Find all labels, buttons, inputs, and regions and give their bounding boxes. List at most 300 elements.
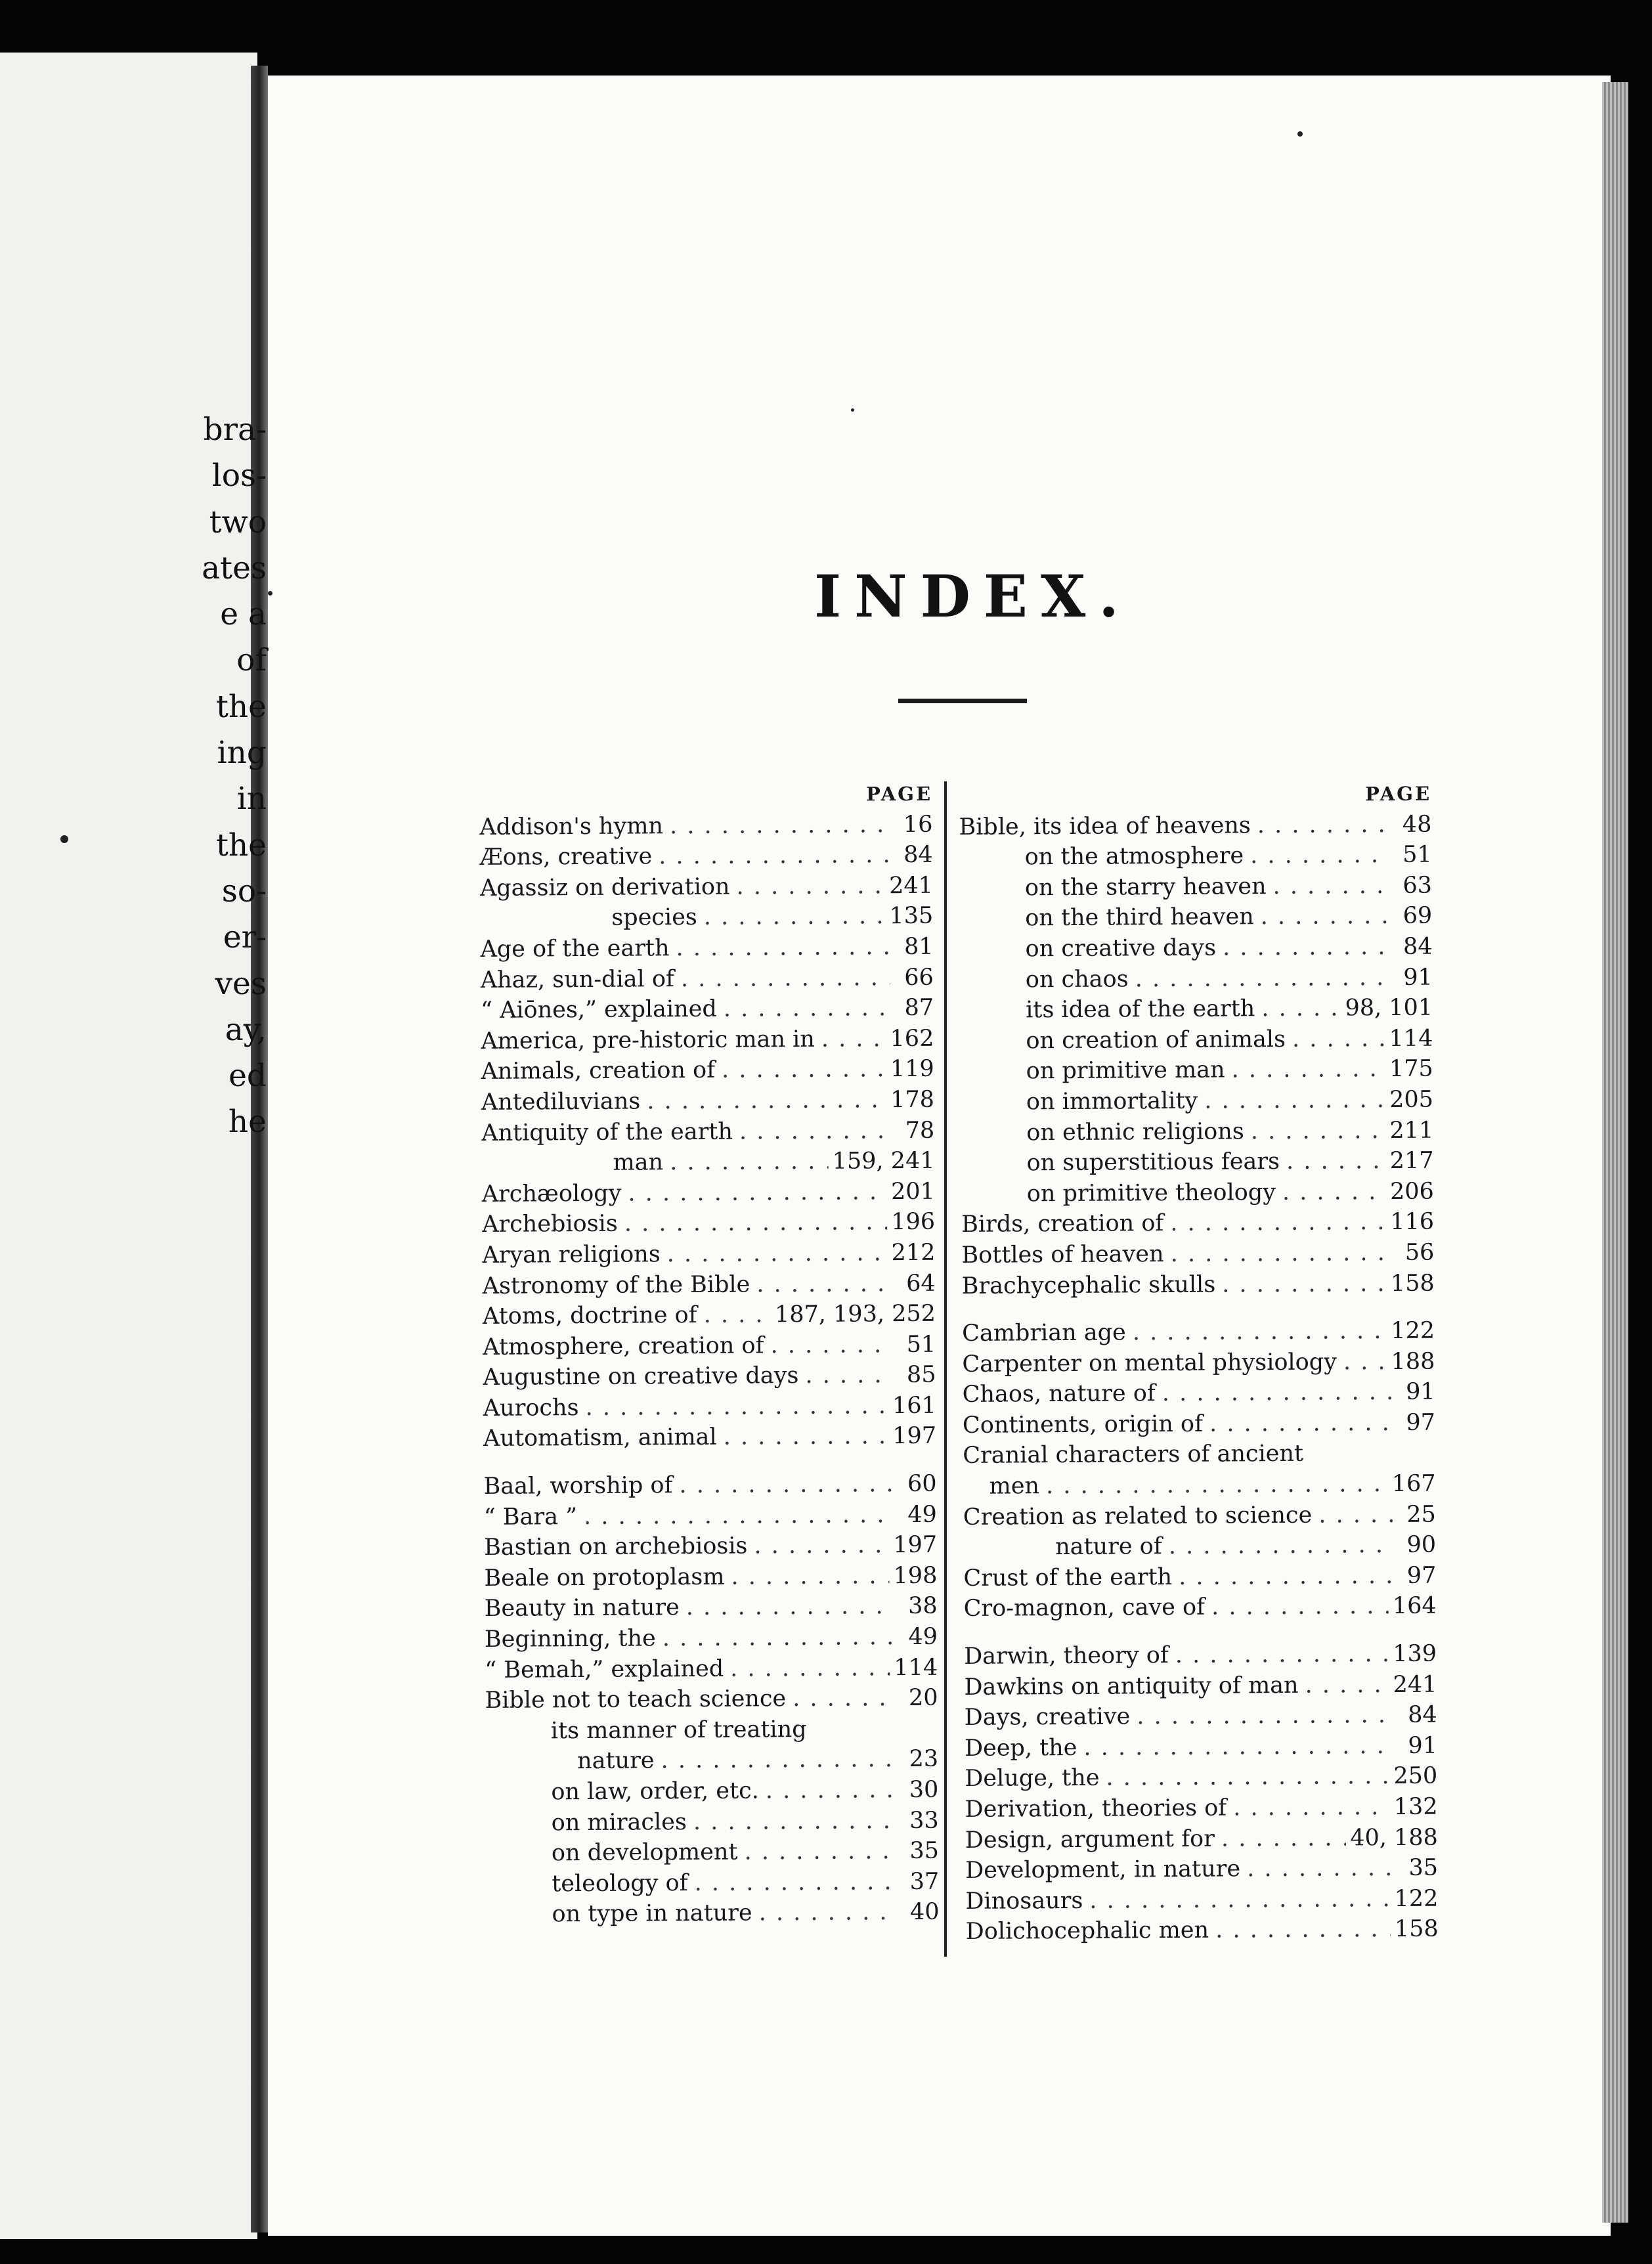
- index-term: on miracles: [551, 1808, 687, 1836]
- dot-leader: [1099, 1761, 1389, 1793]
- dot-leader: [1169, 1639, 1389, 1671]
- dot-leader: [697, 902, 886, 933]
- index-entry: [961, 1085, 1433, 1118]
- index-term: Days, creative: [964, 1703, 1131, 1731]
- index-entry: [960, 993, 1433, 1026]
- page-number: 78: [905, 1117, 935, 1144]
- page-number: 35: [909, 1837, 940, 1865]
- index-entry: [963, 1530, 1436, 1563]
- index-term: Automatism, animal: [483, 1424, 717, 1452]
- dot-leader: [669, 932, 890, 964]
- index-term: Brachycephalic skulls: [961, 1271, 1216, 1299]
- page-number: 30: [909, 1776, 939, 1804]
- page-number: 37: [909, 1868, 940, 1895]
- dot-leader: [717, 993, 891, 1024]
- index-term: Æons, creative: [479, 843, 653, 871]
- dot-leader: [577, 1500, 894, 1533]
- dot-leader: [661, 1238, 888, 1270]
- index-term: Archebiosis: [482, 1211, 618, 1238]
- left-page-fragment: ed: [228, 1058, 267, 1095]
- index-term: species: [611, 904, 697, 932]
- index-term: Dawkins on antiquity of man: [964, 1672, 1299, 1701]
- page-number: 85: [906, 1362, 936, 1389]
- index-term: Atmosphere, creation of: [483, 1332, 764, 1361]
- index-entry: [965, 1792, 1437, 1825]
- page-number: 40: [909, 1899, 940, 1926]
- index-entry: [962, 1268, 1435, 1301]
- page-number: 20: [908, 1684, 938, 1712]
- index-term: Creation as related to science: [963, 1502, 1313, 1531]
- index-term: Design, argument for: [965, 1825, 1215, 1854]
- dot-leader: [786, 1683, 895, 1714]
- index-term: man: [613, 1149, 664, 1176]
- page-number: 178: [890, 1086, 935, 1114]
- dot-leader: [1251, 810, 1389, 841]
- dot-leader: [747, 1530, 889, 1561]
- page-number: 241: [889, 872, 934, 899]
- page-number: 90: [1406, 1531, 1437, 1559]
- index-term: “ Aiōnes,” explained: [481, 995, 717, 1024]
- dot-leader: [663, 1146, 829, 1178]
- index-entry: [483, 1469, 936, 1502]
- index-term: Crust of the earth: [963, 1563, 1173, 1592]
- page-number: 25: [1406, 1501, 1436, 1528]
- index-term: on the third heaven: [1025, 903, 1254, 932]
- index-entry: [484, 1530, 937, 1563]
- index-term: its manner of treating: [550, 1716, 807, 1745]
- index-term: Agassiz on derivation: [479, 873, 730, 902]
- column-divider: [944, 781, 947, 1957]
- index-entry: [962, 1316, 1435, 1349]
- page-number: 23: [909, 1746, 939, 1773]
- left-page-fragment: of: [236, 642, 267, 679]
- index-entry: [965, 1883, 1438, 1917]
- left-page-fragment: the: [216, 827, 267, 863]
- dot-leader: [672, 1469, 893, 1501]
- index-entry: [961, 1237, 1434, 1271]
- page-number: 132: [1393, 1793, 1438, 1820]
- page-number: 97: [1406, 1562, 1437, 1589]
- page-number: 164: [1392, 1593, 1437, 1620]
- page-number: 49: [908, 1623, 938, 1651]
- index-entry: [961, 1207, 1434, 1240]
- dot-leader: [1216, 932, 1389, 963]
- page-number: 119: [890, 1056, 934, 1083]
- index-entry: [485, 1622, 938, 1655]
- page-column-header: PAGE: [1364, 782, 1432, 806]
- index-term: Carpenter on mental physiology: [962, 1349, 1337, 1378]
- page-column-header: PAGE: [865, 782, 933, 806]
- dot-leader: [697, 1299, 772, 1330]
- index-term: Darwin, theory of: [964, 1642, 1169, 1670]
- index-term: Development, in nature: [965, 1856, 1241, 1884]
- index-term: on type in nature: [552, 1900, 752, 1928]
- page-number: 161: [892, 1392, 936, 1420]
- index-entry: [482, 1207, 935, 1240]
- page-number: 63: [1402, 872, 1433, 899]
- title-rule: [898, 699, 1027, 703]
- dot-leader: [1312, 1500, 1393, 1531]
- dot-leader: [759, 1775, 896, 1806]
- index-entry: [483, 1391, 936, 1424]
- index-entry: [963, 1407, 1435, 1441]
- page-number: 114: [1389, 1025, 1433, 1052]
- dot-leader: [717, 1422, 889, 1453]
- page-number: 139: [1393, 1640, 1437, 1668]
- page-number: 64: [906, 1270, 936, 1297]
- page-number: 114: [894, 1654, 938, 1681]
- ink-speck: [1297, 131, 1303, 137]
- index-term: on ethnic religions: [1026, 1118, 1244, 1146]
- index-term: Bible not to teach science: [485, 1686, 787, 1714]
- index-entry: [485, 1775, 938, 1808]
- index-entry: [963, 1438, 1435, 1471]
- dot-leader: [1255, 993, 1341, 1024]
- page-number: 91: [1403, 964, 1433, 991]
- page-number: 51: [1402, 841, 1432, 869]
- index-entry: [481, 993, 934, 1026]
- dot-leader: [1128, 963, 1389, 995]
- index-entry: [482, 1176, 935, 1209]
- page-number: 162: [890, 1025, 934, 1052]
- dot-leader: [764, 1330, 892, 1361]
- page-number: 84: [1408, 1701, 1437, 1729]
- page-number: 201: [890, 1178, 935, 1205]
- index-entry: [486, 1805, 939, 1839]
- dot-leader: [1280, 1146, 1386, 1177]
- index-term: Ahaz, sun-dial of: [480, 965, 675, 993]
- dot-leader: [1209, 1914, 1391, 1946]
- left-page-fragment: ves: [215, 965, 267, 1002]
- dot-leader: [724, 1561, 889, 1592]
- index-term: Dinosaurs: [965, 1887, 1083, 1915]
- index-term: Birds, creation of: [961, 1210, 1164, 1238]
- page-number: 122: [1394, 1885, 1439, 1912]
- left-page-fragment: bra-: [203, 412, 267, 448]
- index-term: “ Bemah,” explained: [485, 1655, 724, 1684]
- left-page-fragment: he: [228, 1104, 267, 1141]
- dot-leader: [1163, 1207, 1386, 1239]
- index-entry: [480, 871, 933, 904]
- dot-leader: [1254, 901, 1389, 932]
- index-term: on chaos: [1025, 965, 1129, 993]
- dot-leader: [654, 1745, 895, 1777]
- page-number: 116: [1390, 1208, 1435, 1236]
- page-number: 250: [1393, 1762, 1438, 1790]
- page-number: 97: [1406, 1409, 1436, 1436]
- index-entry: [481, 962, 934, 995]
- index-term: Atoms, doctrine of: [482, 1302, 697, 1330]
- page-number: 33: [909, 1807, 939, 1834]
- dot-leader: [1215, 1823, 1347, 1854]
- left-page-fragment: los-: [211, 458, 267, 494]
- dot-leader: [652, 840, 890, 872]
- dot-leader: [578, 1391, 888, 1423]
- index-term: Cranial characters of ancient: [963, 1441, 1304, 1469]
- index-term: Animals, creation of: [481, 1057, 716, 1085]
- dot-leader: [1298, 1670, 1389, 1701]
- page-number: 66: [904, 964, 934, 991]
- index-entry: [484, 1561, 937, 1594]
- page-number: 187, 193, 252: [774, 1300, 936, 1328]
- index-term: Deep, the: [964, 1734, 1077, 1762]
- index-entry: [480, 932, 933, 965]
- index-entry: [966, 1914, 1439, 1948]
- page-number: 48: [1402, 811, 1432, 838]
- dot-leader: [737, 1836, 896, 1867]
- dot-leader: [729, 871, 885, 902]
- dot-leader: [1083, 1884, 1391, 1916]
- left-page-fragment: so-: [221, 873, 267, 909]
- index-entry: [965, 1853, 1438, 1886]
- page-number: 241: [1393, 1671, 1437, 1698]
- index-entry: [964, 1669, 1437, 1703]
- index-entry: [959, 932, 1432, 965]
- page-edge: [1602, 82, 1628, 2223]
- index-term: Chaos, nature of: [962, 1380, 1156, 1408]
- index-entry: [965, 1730, 1437, 1764]
- page-number: 206: [1389, 1178, 1434, 1205]
- page-number: 197: [893, 1532, 938, 1559]
- index-term: Bottles of heaven: [961, 1241, 1164, 1269]
- index-entry: [483, 1329, 936, 1362]
- index-entry: [963, 1560, 1436, 1594]
- index-term: Astronomy of the Bible: [482, 1271, 750, 1299]
- dot-leader: [1130, 1700, 1394, 1732]
- dot-leader: [1215, 1269, 1387, 1300]
- page-number: 158: [1390, 1270, 1435, 1297]
- left-page-fragment: e a: [220, 596, 267, 633]
- index-entry: [960, 1023, 1433, 1056]
- page-number: 87: [904, 994, 934, 1022]
- index-term: Cro-magnon, cave of: [963, 1594, 1206, 1622]
- dot-leader: [674, 963, 890, 995]
- index-term: on primitive man: [1026, 1056, 1225, 1085]
- index-term: on law, order, etc.: [551, 1777, 759, 1806]
- index-entry: [481, 1085, 934, 1118]
- index-term: Dolichocephalic men: [965, 1917, 1209, 1946]
- page-number: 217: [1389, 1147, 1434, 1175]
- index-entry: [963, 1469, 1435, 1502]
- index-term: on creation of animals: [1026, 1026, 1286, 1055]
- index-entry: [484, 1499, 937, 1533]
- dot-leader: [1126, 1316, 1387, 1348]
- index-term: Antediluvians: [481, 1088, 641, 1116]
- index-term: Archæology: [481, 1180, 622, 1208]
- index-term: Bastian on archebiosis: [484, 1533, 748, 1561]
- page-number: 35: [1408, 1854, 1439, 1882]
- index-term: on development: [551, 1839, 738, 1867]
- page-number: 211: [1389, 1117, 1434, 1144]
- dot-leader: [752, 1898, 896, 1929]
- dot-leader: [663, 810, 890, 842]
- dot-leader: [687, 1867, 896, 1899]
- index-entry: [483, 1268, 936, 1301]
- ink-speck: [851, 408, 854, 412]
- left-page-fragment: the: [216, 688, 267, 725]
- index-term: on the atmosphere: [1024, 842, 1244, 871]
- index-term: on primitive theology: [1026, 1179, 1276, 1208]
- dot-leader: [1163, 1238, 1391, 1270]
- dot-leader: [656, 1622, 894, 1654]
- index-entry: [959, 901, 1432, 934]
- book-gutter: [251, 66, 268, 2232]
- left-page-fragment: ay,: [225, 1011, 267, 1048]
- dot-leader: [798, 1360, 892, 1391]
- page-number: 91: [1408, 1732, 1438, 1759]
- page-number: 205: [1389, 1086, 1434, 1113]
- index-term: Addison's hymn: [479, 812, 664, 840]
- index-term: Age of the earth: [480, 935, 670, 963]
- index-term: Beginning, the: [484, 1625, 656, 1653]
- page-number: 69: [1402, 902, 1433, 930]
- index-entry: [485, 1652, 938, 1686]
- page-number: 51: [906, 1331, 936, 1358]
- dot-leader: [1303, 1460, 1392, 1461]
- left-page-text-fragments: [202, 407, 267, 1146]
- index-term: teleology of: [552, 1869, 688, 1898]
- dot-leader: [1203, 1408, 1392, 1439]
- page-number: 98, 101: [1345, 994, 1433, 1022]
- index-term: Derivation, theories of: [965, 1795, 1227, 1823]
- index-term: men: [989, 1473, 1040, 1500]
- index-entry: [480, 901, 933, 934]
- index-entry: [481, 1146, 934, 1179]
- index-entry: [485, 1591, 938, 1624]
- dot-leader: [733, 1116, 892, 1147]
- index-entry: [960, 962, 1433, 995]
- dot-leader: [1266, 871, 1389, 902]
- page-number: 197: [892, 1423, 937, 1450]
- index-term: Bible, its idea of heavens: [959, 812, 1251, 840]
- page-number: 40, 188: [1350, 1824, 1438, 1851]
- index-entry: [963, 1377, 1435, 1410]
- page-number: 56: [1404, 1239, 1435, 1266]
- index-entry: [961, 1115, 1433, 1148]
- index-column-right: [959, 779, 1439, 1948]
- page-number: 196: [891, 1209, 936, 1236]
- index-entry: [486, 1867, 939, 1900]
- dot-leader: [618, 1208, 888, 1240]
- index-entry: [959, 809, 1431, 842]
- dot-leader: [1240, 1853, 1395, 1884]
- dot-leader: [687, 1806, 896, 1838]
- index-entry: [485, 1683, 938, 1716]
- index-entry: [485, 1744, 938, 1777]
- index-entry: [961, 1146, 1433, 1179]
- index-term: Baal, worship of: [483, 1472, 673, 1500]
- index-term: on superstitious fears: [1026, 1148, 1280, 1177]
- index-entry: [962, 1346, 1435, 1380]
- page-number: 16: [903, 811, 933, 838]
- index-term: Beale on protoplasm: [484, 1563, 725, 1592]
- index-entry: [483, 1299, 936, 1332]
- index-entry: [486, 1897, 939, 1930]
- page-number: 167: [1391, 1470, 1436, 1498]
- ink-speck: [268, 591, 272, 596]
- index-term: Aurochs: [483, 1394, 579, 1422]
- page-number: 198: [893, 1562, 938, 1590]
- left-page-fragment: in: [236, 781, 267, 817]
- page-number: 49: [907, 1501, 937, 1528]
- dot-leader: [1156, 1377, 1392, 1409]
- dot-leader: [1225, 1054, 1385, 1085]
- index-entry: [480, 840, 933, 873]
- index-term: America, pre-historic man in: [481, 1026, 815, 1055]
- index-term: Antiquity of the earth: [481, 1118, 733, 1146]
- index-entry: [479, 809, 932, 842]
- dot-leader: [1276, 1177, 1386, 1208]
- dot-leader: [750, 1269, 892, 1300]
- dot-leader: [1337, 1347, 1387, 1378]
- index-entry: [964, 1591, 1437, 1624]
- index-term: Continents, origin of: [962, 1410, 1204, 1439]
- page-number: 81: [903, 933, 934, 961]
- index-entry: [965, 1822, 1438, 1856]
- dot-leader: [1286, 1024, 1385, 1055]
- index-entry: [963, 1499, 1436, 1533]
- dot-leader: [807, 1736, 895, 1737]
- dot-leader: [1162, 1530, 1393, 1562]
- index-term: Aryan religions: [482, 1241, 661, 1269]
- index-entry: [959, 870, 1432, 903]
- left-page-fragment: ing: [217, 735, 267, 772]
- page-number: 38: [908, 1593, 938, 1620]
- index-entry: [482, 1238, 935, 1271]
- index-term: on creative days: [1025, 934, 1217, 963]
- index-entry: [965, 1761, 1437, 1795]
- page-number: 212: [891, 1239, 936, 1267]
- index-entry: [965, 1700, 1437, 1733]
- ink-speck: [60, 835, 68, 843]
- index-entry: [486, 1836, 939, 1869]
- left-page: [0, 53, 257, 2239]
- left-page-fragment: two: [209, 504, 267, 540]
- dot-leader: [1039, 1469, 1388, 1502]
- index-term: nature: [576, 1747, 655, 1775]
- left-page-fragment: er-: [223, 919, 267, 956]
- index-term: on the starry heaven: [1024, 873, 1267, 902]
- index-entry: [481, 1024, 934, 1057]
- dot-leader: [1244, 1116, 1386, 1147]
- dot-leader: [1227, 1792, 1390, 1823]
- dot-leader: [715, 1055, 886, 1086]
- dot-leader: [815, 1024, 886, 1055]
- index-entry: [483, 1421, 936, 1454]
- page-number: 135: [889, 903, 934, 930]
- dot-leader: [621, 1177, 887, 1209]
- index-entry: [961, 1054, 1433, 1087]
- index-entry: [961, 1176, 1434, 1209]
- dot-leader: [1198, 1085, 1385, 1116]
- index-entry: [485, 1714, 938, 1747]
- page-number: 84: [903, 841, 933, 869]
- dot-leader: [1172, 1561, 1393, 1593]
- page-number: 60: [907, 1470, 937, 1498]
- page-number: 91: [1406, 1378, 1435, 1406]
- left-page-fragment: ates: [202, 550, 267, 586]
- page-number: 159, 241: [832, 1147, 935, 1175]
- index-term: Augustine on creative days: [483, 1362, 799, 1391]
- index-entry: [959, 840, 1432, 873]
- index-column-left: [479, 779, 940, 1930]
- index-entry: [481, 1054, 934, 1087]
- page-number: 158: [1394, 1915, 1439, 1943]
- page-title: INDEX.: [814, 562, 1132, 630]
- dot-leader: [680, 1592, 894, 1624]
- index-term: nature of: [1055, 1533, 1162, 1561]
- index-entry: [964, 1639, 1437, 1672]
